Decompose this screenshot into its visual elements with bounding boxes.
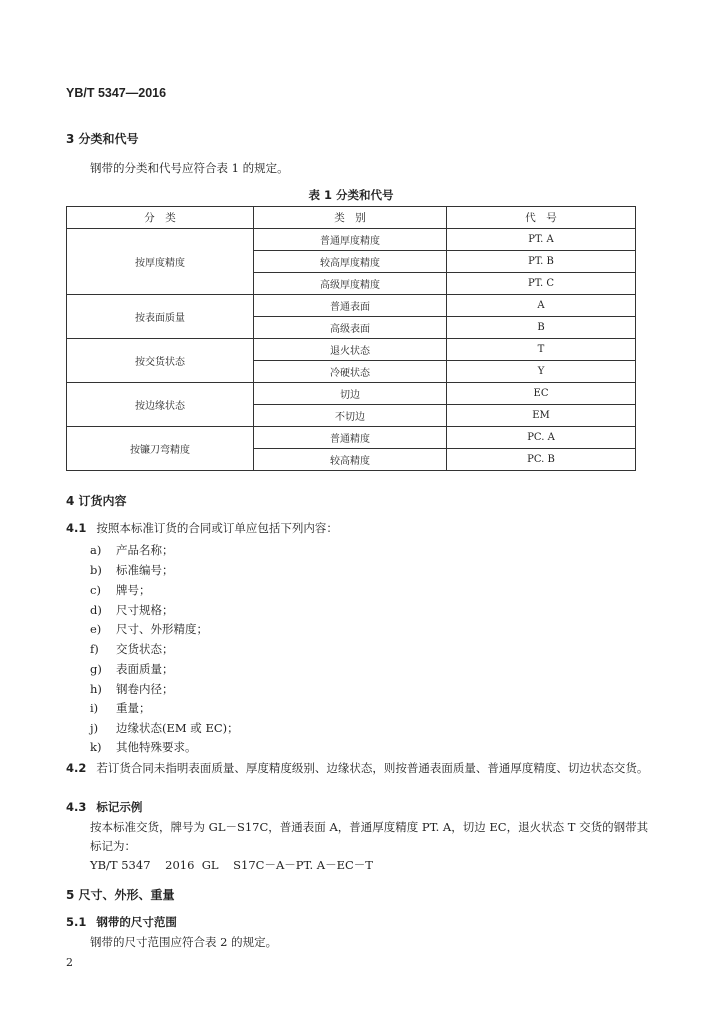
category-cell: 不切边 [254, 405, 447, 427]
list-item-text: 尺寸、外形精度； [116, 622, 208, 636]
list-item [90, 720, 239, 736]
clause-text: 按照本标准订货的合同或订单应包括下列内容： [96, 521, 338, 535]
list-item-text: 边缘状态(EM 或 EC)； [116, 721, 239, 735]
list-item [90, 602, 174, 618]
section-5-title: 5 尺寸、外形、重量 [66, 888, 175, 902]
list-item [90, 681, 174, 697]
list-item-label: f) [90, 642, 99, 656]
table-row [67, 427, 636, 449]
code-cell: PT. A [447, 229, 636, 251]
group-cell: 按表面质量 [67, 295, 254, 339]
list-item-text: 标准编号； [116, 563, 174, 577]
list-item [90, 542, 174, 558]
section-3-title: 3 分类和代号 [66, 132, 139, 146]
code-cell: PT. B [447, 251, 636, 273]
clause-number: 5.1 [66, 915, 87, 929]
category-cell: 较高厚度精度 [254, 251, 447, 273]
page-number: 2 [66, 956, 73, 969]
list-item-label: c) [90, 583, 101, 597]
section-4-title: 4 订货内容 [66, 494, 127, 508]
code-cell: T [447, 339, 636, 361]
table-1-caption: 表 1 分类和代号 [308, 188, 394, 202]
table-header-cell: 分 类 [67, 207, 254, 229]
table-row [67, 339, 636, 361]
clause-5-1-text: 钢带的尺寸范围应符合表 2 的规定。 [90, 935, 278, 949]
list-item [90, 739, 197, 755]
list-item [90, 700, 151, 716]
category-cell: 冷硬状态 [254, 361, 447, 383]
list-item-text: 尺寸规格； [116, 603, 174, 617]
code-cell: B [447, 317, 636, 339]
clause-title: 标记示例 [96, 800, 143, 814]
list-item-text: 其他特殊要求。 [116, 740, 197, 754]
list-item [90, 661, 174, 677]
clause-5-1 [66, 913, 654, 932]
group-cell: 按厚度精度 [67, 229, 254, 295]
group-cell: 按边缘状态 [67, 383, 254, 427]
table-row [67, 383, 636, 405]
list-item-label: d) [90, 603, 102, 617]
code-cell: PC. B [447, 449, 636, 471]
clause-number: 4.2 [66, 761, 87, 775]
list-item-label: b) [90, 563, 102, 577]
code-cell: PC. A [447, 427, 636, 449]
list-item-label: e) [90, 622, 102, 636]
clause-number: 4.3 [66, 800, 87, 814]
code-cell: PT. C [447, 273, 636, 295]
list-item-text: 重量； [116, 701, 151, 715]
list-item-label: j) [90, 721, 99, 735]
clause-4-3 [66, 798, 654, 817]
code-cell: A [447, 295, 636, 317]
table-row [67, 295, 636, 317]
standard-number: YB/T 5347—2016 [66, 86, 167, 100]
list-item-label: k) [90, 740, 102, 754]
category-cell: 切边 [254, 383, 447, 405]
group-cell: 按交货状态 [67, 339, 254, 383]
classification-table [66, 206, 636, 471]
clause-4-2 [66, 759, 654, 778]
clause-4-1 [66, 519, 654, 538]
code-cell: EM [447, 405, 636, 427]
list-item-label: i) [90, 701, 99, 715]
list-item-label: g) [90, 662, 102, 676]
category-cell: 高级表面 [254, 317, 447, 339]
table-header-row [67, 207, 636, 229]
list-item-text: 交货状态； [116, 642, 174, 656]
list-item-text: 产品名称； [116, 543, 174, 557]
category-cell: 较高精度 [254, 449, 447, 471]
list-item-label: h) [90, 682, 102, 696]
code-cell: EC [447, 383, 636, 405]
list-item [90, 641, 174, 657]
code-cell: Y [447, 361, 636, 383]
category-cell: 普通厚度精度 [254, 229, 447, 251]
category-cell: 普通精度 [254, 427, 447, 449]
category-cell: 高级厚度精度 [254, 273, 447, 295]
list-item [90, 621, 208, 637]
clause-4-3-text: 按本标准交货，牌号为 GL－S17C，普通表面 A，普通厚度精度 PT. A，切边 EC，退火状态 T 交货的钢带其标记为： [90, 820, 649, 853]
list-item-text: 钢卷内径； [116, 682, 174, 696]
category-cell: 退火状态 [254, 339, 447, 361]
table-header-cell: 类 别 [254, 207, 447, 229]
clause-title: 钢带的尺寸范围 [96, 915, 177, 929]
table-header-cell: 代 号 [447, 207, 636, 229]
category-cell: 普通表面 [254, 295, 447, 317]
list-item [90, 582, 151, 598]
group-cell: 按镰刀弯精度 [67, 427, 254, 471]
list-item-label: a) [90, 543, 102, 557]
table-row [67, 229, 636, 251]
list-item-text: 牌号； [116, 583, 151, 597]
section-3-text: 钢带的分类和代号应符合表 1 的规定。 [90, 161, 289, 175]
list-item-text: 表面质量； [116, 662, 174, 676]
clause-text: 若订货合同未指明表面质量、厚度精度级别、边缘状态，则按普通表面质量、普通厚度精度、切边状态交货。 [96, 761, 649, 775]
list-item [90, 562, 174, 578]
marking-example: YB/T 5347 2016 GL S17C－A－PT. A－EC－T [90, 858, 373, 872]
clause-number: 4.1 [66, 521, 87, 535]
